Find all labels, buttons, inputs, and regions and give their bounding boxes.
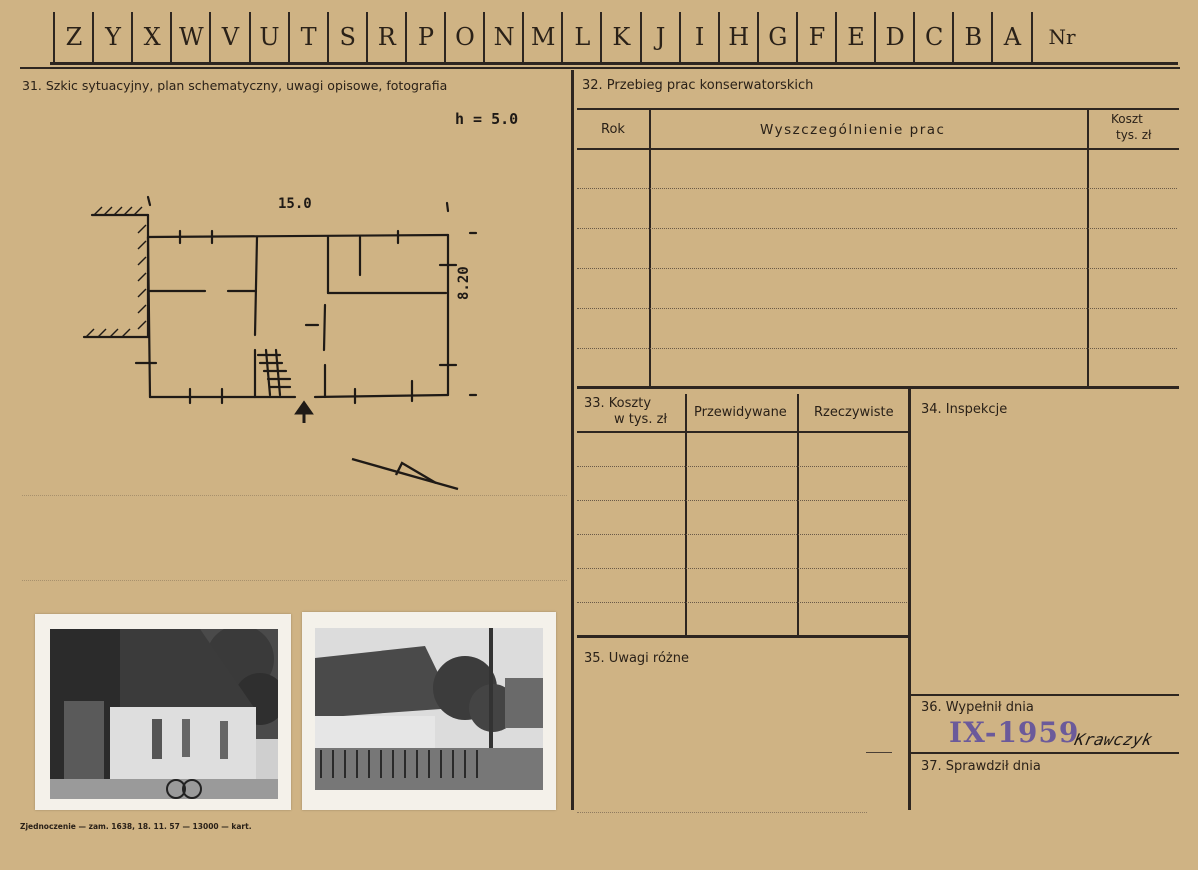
header-separator (796, 12, 798, 62)
header-letter-w: W (178, 23, 204, 51)
header-separator (600, 12, 602, 62)
s33-row-2 (577, 500, 907, 501)
header-letter-x: X (143, 23, 161, 51)
nr-label: Nr (1048, 25, 1076, 49)
s31-guide-2 (22, 580, 567, 581)
s32-bottom-rule (577, 386, 1179, 389)
header-letter-i: I (694, 23, 705, 51)
header-letter-v: V (221, 23, 240, 51)
s32-col-rule-1 (649, 110, 651, 386)
section-31-title: 31. Szkic sytuacyjny, plan schematyczny, uwagi opisowe, fotografia (22, 78, 448, 93)
header-separator (718, 12, 720, 62)
header-letter-k: K (612, 23, 631, 51)
photo-1 (35, 614, 291, 810)
section-33-title-2: w tys. zł (614, 412, 668, 427)
header-separator (288, 12, 290, 62)
header-letter-z: Z (65, 23, 83, 51)
section-34-title: 34. Inspekcje (921, 402, 1008, 417)
header-separator (522, 12, 524, 62)
header-bottom-rule (50, 62, 1178, 65)
header-separator (209, 12, 211, 62)
header-rule-2 (20, 67, 1180, 69)
s32-row-4 (577, 308, 1177, 309)
s33-col-rule-2 (797, 394, 799, 636)
header-separator (483, 12, 485, 62)
header-letter-y: Y (105, 23, 122, 51)
s33-bottom-rule (577, 635, 910, 638)
s36-top-rule (911, 694, 1179, 696)
header-separator (952, 12, 954, 62)
header-letter-n: N (493, 23, 515, 51)
header-separator (640, 12, 642, 62)
s32-row-5 (577, 348, 1177, 349)
section-36-title: 36. Wypełnił dnia (921, 700, 1034, 715)
s33-row-4 (577, 568, 907, 569)
header-letter-s: S (339, 23, 356, 51)
header-separator (1031, 12, 1033, 62)
header-letter-b: B (964, 23, 983, 51)
s33-s34-divider (908, 389, 911, 810)
height-note: h = 5.0 (455, 110, 519, 128)
header-separator (561, 12, 563, 62)
header-letter-u: U (259, 23, 280, 51)
header-letter-o: O (455, 23, 475, 51)
header-letter-d: D (885, 23, 905, 51)
header-letter-t: T (300, 23, 317, 51)
header-separator (327, 12, 329, 62)
s31-guide-1 (22, 495, 567, 496)
date-stamp: IX-1959 (949, 716, 1080, 749)
s32-row-3 (577, 268, 1177, 269)
s35-bottom-rule (577, 812, 867, 813)
header-letter-r: R (377, 23, 396, 51)
photo-2-image (315, 628, 543, 790)
floor-plan-sketch (80, 185, 500, 505)
header-separator (170, 12, 172, 62)
section-32-title: 32. Przebieg prac konserwatorskich (582, 78, 814, 93)
s33-row-1 (577, 466, 907, 467)
print-note: Zjednoczenie — zam. 1638, 18. 11. 57 — 13000 — kart. (20, 822, 252, 831)
header-separator (757, 12, 759, 62)
s32-row-2 (577, 228, 1177, 229)
s32-col-rule-2 (1087, 110, 1089, 386)
header-separator (444, 12, 446, 62)
header-separator (405, 12, 407, 62)
header-letter-c: C (925, 23, 944, 51)
col-actual: Rzeczywiste (814, 405, 894, 420)
header-letter-j: J (655, 23, 666, 51)
s33-row-5 (577, 602, 907, 603)
s32-row-1 (577, 188, 1177, 189)
section-33-title-1: 33. Koszty (584, 396, 652, 411)
col-works: Wyszczególnienie prac (760, 122, 946, 138)
signature: Krawczyk (1072, 730, 1155, 749)
arrow-mark (866, 752, 892, 753)
header-separator (679, 12, 681, 62)
section-37-title: 37. Sprawdził dnia (921, 759, 1041, 774)
header-separator (874, 12, 876, 62)
header-letter-m: M (530, 23, 556, 51)
header-letter-p: P (417, 23, 434, 51)
depth-dimension: 8.20 (456, 266, 472, 300)
header-letter-f: F (808, 23, 826, 51)
header-letter-e: E (847, 23, 865, 51)
header-separator (53, 12, 55, 62)
header-letter-l: L (574, 23, 591, 51)
header-letter-g: G (768, 23, 788, 51)
width-dimension: 15.0 (278, 196, 312, 212)
photo-2 (302, 612, 556, 810)
header-letter-a: A (1003, 23, 1022, 51)
col-cost-2: tys. zł (1116, 128, 1152, 142)
photo-1-image (50, 629, 278, 799)
header-separator (366, 12, 368, 62)
header-separator (835, 12, 837, 62)
header-separator (131, 12, 133, 62)
s37-top-rule (911, 752, 1179, 754)
main-divider (571, 70, 574, 810)
col-planned: Przewidywane (694, 405, 787, 420)
header-separator (92, 12, 94, 62)
section-35-title: 35. Uwagi różne (584, 651, 689, 666)
s33-col-rule-1 (685, 394, 687, 636)
s33-row-3 (577, 534, 907, 535)
col-rok: Rok (601, 122, 625, 137)
col-cost-1: Koszt (1111, 112, 1143, 126)
header-letter-h: H (728, 23, 750, 51)
header-separator (913, 12, 915, 62)
header-separator (991, 12, 993, 62)
header-separator (249, 12, 251, 62)
s33-header-rule (577, 431, 909, 433)
